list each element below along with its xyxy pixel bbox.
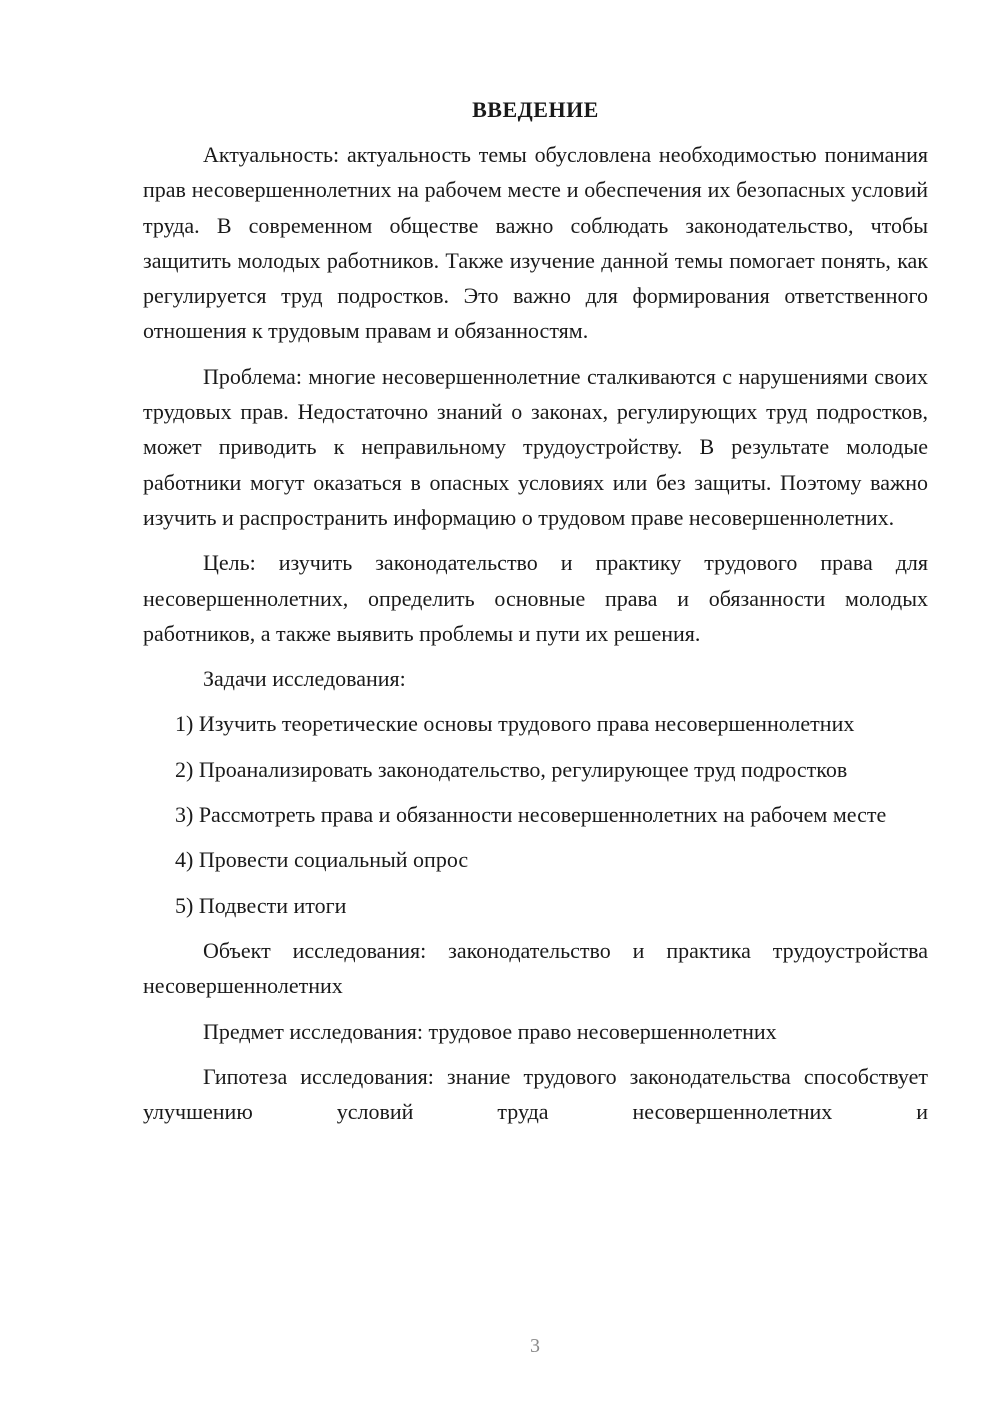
task-item-5: 5) Подвести итоги (175, 892, 347, 918)
task-item-4: 4) Провести социальный опрос (175, 847, 469, 873)
document-page (143, 92, 928, 1129)
task-item-2: 2) Проанализировать законодательство, регулирующее труд подростков (175, 756, 848, 782)
paragraph-hypothesis: Гипотеза исследования: знание трудового законодательства способствует улучшению условий труда несовершеннолетних и (143, 1063, 928, 1125)
page-title: ВВЕДЕНИЕ (472, 97, 599, 122)
page-number: 3 (530, 1335, 540, 1357)
task-item-1: 1) Изучить теоретические основы трудового права несовершеннолетних (175, 711, 855, 737)
paragraph-subject: Предмет исследования: трудовое право несовершеннолетних (203, 1018, 777, 1044)
paragraph-goal: Цель: изучить законодательство и практику трудового права для несовершеннолетних, определить основные права и обязанности молодых работников, а также выявить проблемы и пути их решения. (143, 550, 928, 646)
paragraph-problem: Проблема: многие несовершеннолетние сталкиваются с нарушениями своих трудовых прав. Недостаточно знаний о законах, регулирующих труд подростков, может приводить к неправильному трудоустройству. В результате молодые работники могут оказаться в опасных условиях или без защиты. Поэтому важно изучить и распространить информацию о трудовом праве несовершеннолетних. (143, 363, 928, 530)
task-item-3: 3) Рассмотреть права и обязанности несовершеннолетних на рабочем месте (175, 802, 887, 828)
tasks-heading: Задачи исследования: (203, 666, 406, 692)
paragraph-relevance: Актуальность: актуальность темы обусловлена необходимостью понимания прав несовершеннолетних на рабочем месте и обеспечения их безопасных условий труда. В современном обществе важно соблюдать законодательство, чтобы защитить молодых работников. Также изучение данной темы помогает понять, как регулируется труд подростков. Это важно для формирования ответственного отношения к трудовым правам и обязанностям. (143, 142, 928, 344)
paragraph-object: Объект исследования: законодательство и практика трудоустройства несовершеннолетних (143, 937, 928, 999)
